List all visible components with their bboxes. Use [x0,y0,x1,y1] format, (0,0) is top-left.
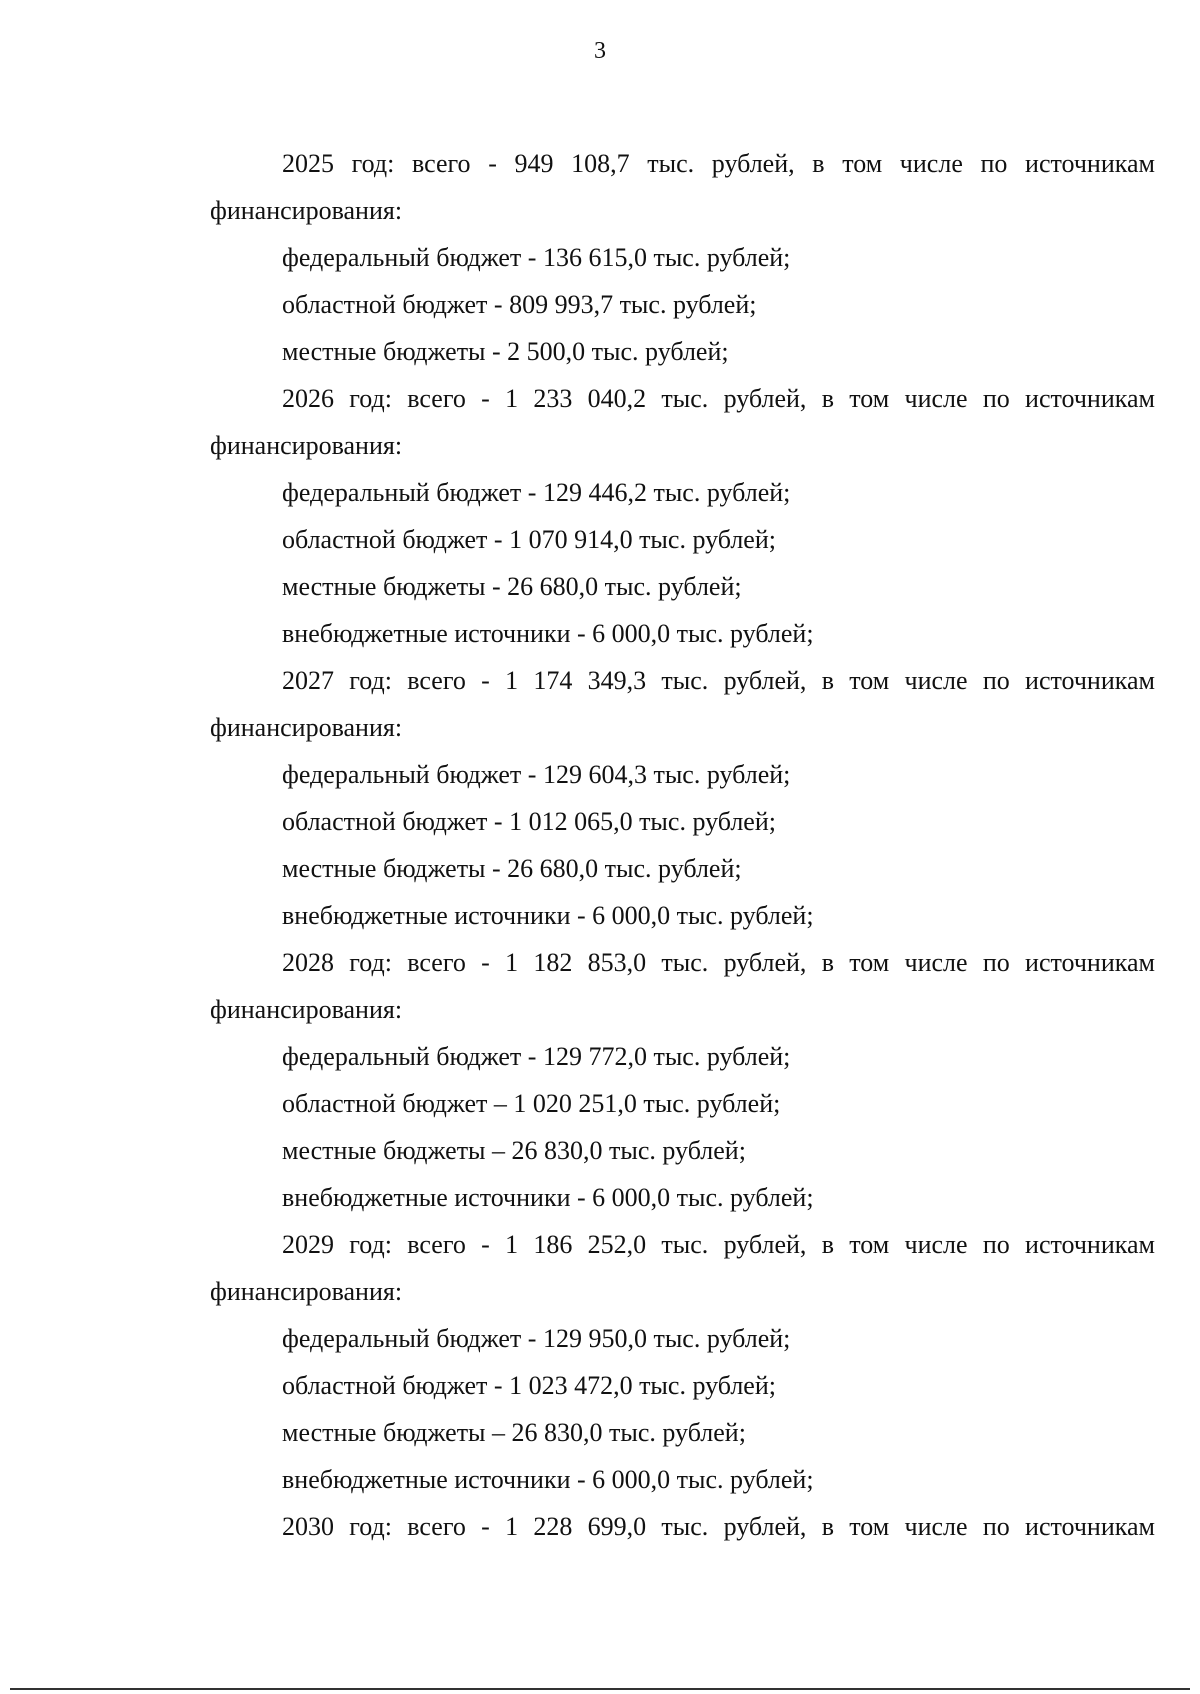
year-total-2026: 2026 год: всего - 1 233 040,2 тыс. рублей, в том числе по источникам [282,384,1155,413]
funding-item-2025-regional: областной бюджет - 809 993,7 тыс. рублей; [282,290,757,319]
continuation-2028: финансирования: [210,995,403,1024]
funding-item-2026-extrabudgetary: внебюджетные источники - 6 000,0 тыс. рублей; [282,619,814,648]
funding-item-2027-regional: областной бюджет - 1 012 065,0 тыс. рублей; [282,807,776,836]
year-total-2030: 2030 год: всего - 1 228 699,0 тыс. рублей, в том числе по источникам [282,1512,1155,1541]
funding-item-2029-local: местные бюджеты – 26 830,0 тыс. рублей; [282,1418,746,1447]
year-total-2025: 2025 год: всего - 949 108,7 тыс. рублей, в том числе по источникам [282,149,1155,178]
funding-item-2026-local: местные бюджеты - 26 680,0 тыс. рублей; [282,572,742,601]
funding-item-2029-extrabudgetary: внебюджетные источники - 6 000,0 тыс. рублей; [282,1465,814,1494]
funding-item-2026-regional: областной бюджет - 1 070 914,0 тыс. рублей; [282,525,776,554]
page-bottom-rule [10,1688,1190,1690]
document-body [210,140,1155,1550]
page-number: 3 [594,38,606,64]
funding-item-2028-federal: федеральный бюджет - 129 772,0 тыс. рублей; [282,1042,791,1071]
continuation-2026: финансирования: [210,431,403,460]
continuation-2027: финансирования: [210,713,403,742]
funding-item-2028-local: местные бюджеты – 26 830,0 тыс. рублей; [282,1136,746,1165]
funding-item-2028-extrabudgetary: внебюджетные источники - 6 000,0 тыс. рублей; [282,1183,814,1212]
year-total-2028: 2028 год: всего - 1 182 853,0 тыс. рублей, в том числе по источникам [282,948,1155,977]
funding-item-2029-regional: областной бюджет - 1 023 472,0 тыс. рублей; [282,1371,776,1400]
continuation-2025: финансирования: [210,196,403,225]
year-total-2029: 2029 год: всего - 1 186 252,0 тыс. рублей, в том числе по источникам [282,1230,1155,1259]
funding-item-2027-extrabudgetary: внебюджетные источники - 6 000,0 тыс. рублей; [282,901,814,930]
funding-item-2025-local: местные бюджеты - 2 500,0 тыс. рублей; [282,337,729,366]
funding-item-2027-federal: федеральный бюджет - 129 604,3 тыс. рублей; [282,760,791,789]
year-total-2027: 2027 год: всего - 1 174 349,3 тыс. рублей, в том числе по источникам [282,666,1155,695]
funding-item-2028-regional: областной бюджет – 1 020 251,0 тыс. рублей; [282,1089,781,1118]
funding-item-2025-federal: федеральный бюджет - 136 615,0 тыс. рублей; [282,243,791,272]
funding-item-2027-local: местные бюджеты - 26 680,0 тыс. рублей; [282,854,742,883]
funding-item-2026-federal: федеральный бюджет - 129 446,2 тыс. рублей; [282,478,791,507]
funding-item-2029-federal: федеральный бюджет - 129 950,0 тыс. рублей; [282,1324,791,1353]
continuation-2029: финансирования: [210,1277,403,1306]
